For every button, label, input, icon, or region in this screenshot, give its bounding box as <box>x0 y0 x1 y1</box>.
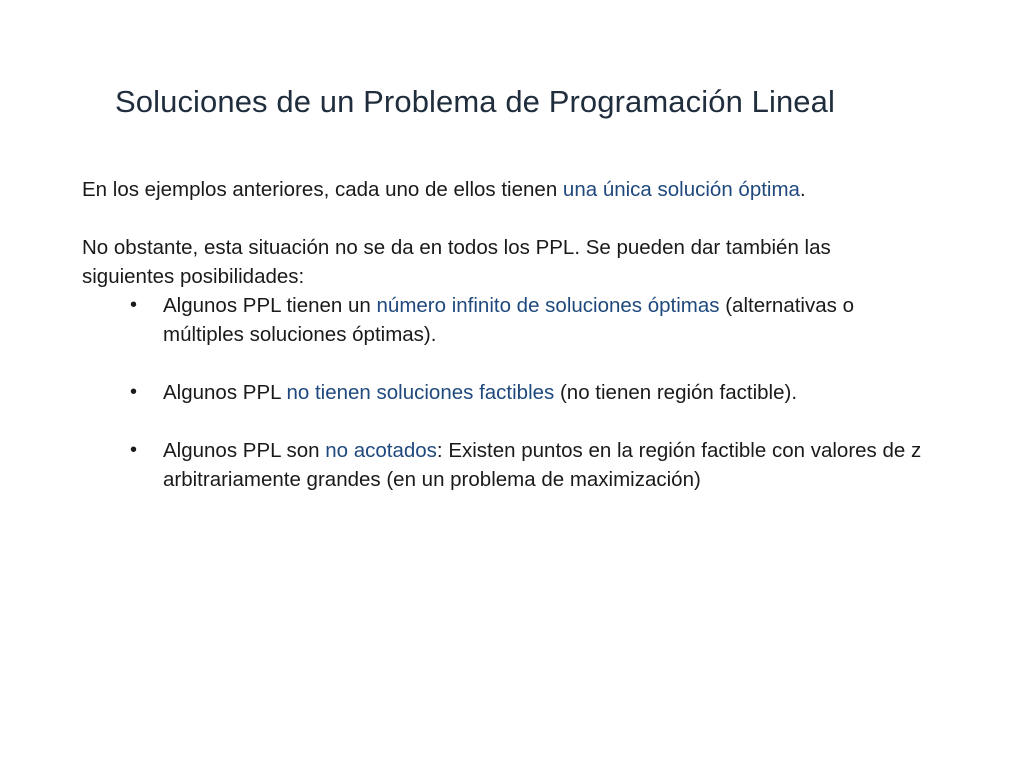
bullet-highlight: número infinito de soluciones óptimas <box>376 294 720 317</box>
possibilities-list <box>82 291 922 494</box>
bullet-text: Algunos PPL tienen un <box>163 294 377 317</box>
intro-highlight: una única solución óptima <box>562 178 800 201</box>
bullet-text-end: : Existen puntos en la región factible con valores de z arbitrariamente grandes (en un problema de maximización) <box>163 439 922 491</box>
slide-title: Soluciones de un Problema de Programación Lineal <box>115 84 835 119</box>
intro-text-end: . <box>799 178 806 201</box>
bullet-icon: • <box>130 381 138 403</box>
bullet-text-end: (no tienen región factible). <box>554 381 798 404</box>
bullet-text: Algunos PPL <box>163 381 287 404</box>
bullet-icon: • <box>130 294 138 316</box>
bullet-highlight: no acotados <box>325 439 437 462</box>
spacer <box>82 349 922 378</box>
list-item <box>82 291 922 349</box>
intro-text: En los ejemplos anteriores, cada uno de ellos tienen <box>82 178 563 201</box>
list-item <box>82 436 922 494</box>
bullet-text: Algunos PPL son <box>163 439 326 462</box>
spacer <box>82 407 922 436</box>
list-item <box>82 378 922 407</box>
lead-paragraph: No obstante, esta situación no se da en todos los PPL. Se pueden dar también las siguientes posibilidades: <box>82 236 831 288</box>
intro-paragraph <box>82 175 922 204</box>
slide-body <box>82 175 922 494</box>
bullet-highlight: no tienen soluciones factibles <box>286 381 555 404</box>
bullet-text-end: (alternativas o múltiples soluciones óptimas). <box>163 294 854 346</box>
bullet-icon: • <box>130 439 138 461</box>
spacer <box>82 204 922 233</box>
